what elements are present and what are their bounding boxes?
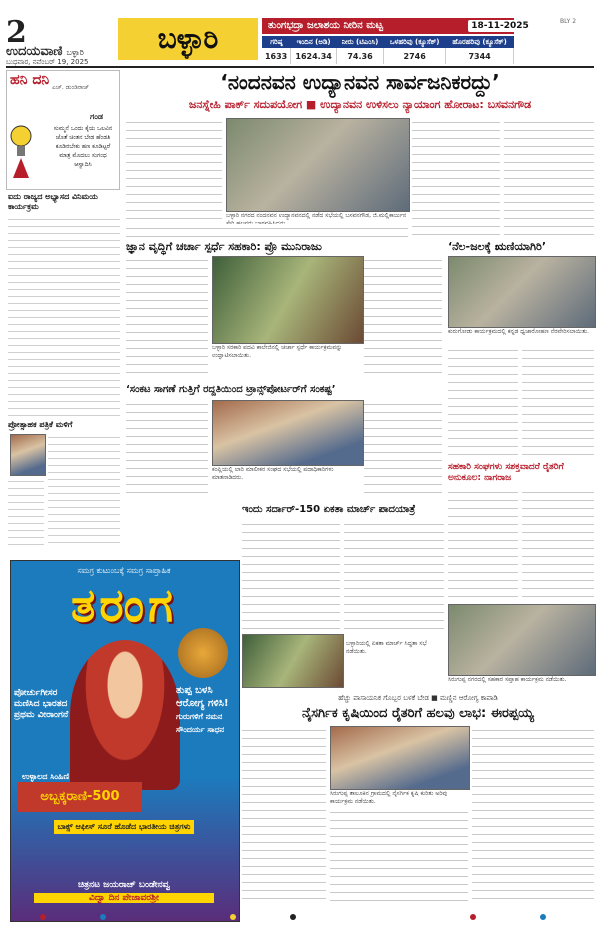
sardar-headline: ಇಂದು ಸರ್ದಾರ್-150 ಏಕತಾ ಮಾರ್ಚ್ ಪಾದಯಾತ್ರೆ bbox=[242, 504, 416, 515]
ad-strip: ಬಾಕ್ಸ್ ಆಫೀಸ್ ಸೂರೆ ಹೊಡೆದ ಭಾರತೀಯ ಚಿತ್ರಗಳು bbox=[54, 820, 194, 834]
transport-headline: ‘ಸಂಕಟ ಸಾಗಣೆ ಗುತ್ತಿಗೆ ರದ್ದತಿಯಿಂದ ಟ್ರಾನ್ಸ್‌ಪೋರ್ಟರ್‌ಗೆ ಸಂಕಷ್ಟ’ bbox=[126, 384, 336, 395]
ad-banner-label: ಉಳ್ಳಾಲದ ಸಿಂಹಿಣಿ bbox=[22, 772, 70, 781]
dam-col-header: ಗರಿಷ್ಠ bbox=[262, 36, 291, 48]
date-line: ಬುಧವಾರ, ನವೆಂಬರ್ 19, 2025 bbox=[6, 58, 89, 66]
masthead-rule bbox=[6, 66, 594, 68]
soil-headline: ‘ನೆಲ-ಜಲಕ್ಕೆ ಋಣಿಯಾಗಿರಿ’ bbox=[448, 240, 547, 253]
lead-body-col1 bbox=[126, 118, 222, 222]
hani-dani-byline: ಎಚ್. ಡುಂಡಿರಾಜ್ bbox=[52, 84, 90, 91]
bottom-kicker: ಹೆಚ್ಚು ಪಾಸಾಯನಿಕ ಗೊಬ್ಬರ ಬಳಕೆ ಬೇಡ ■ ಮಣ್ಣಿನ ಆರೋಗ್ಯ ಕಾಪಾಡಿ bbox=[338, 694, 498, 702]
bottom-body-col2 bbox=[330, 808, 468, 906]
hani-dani-text: ಸುಮ್ಮನೆ ಒಂದು ಕೈಯ ಒಲವಿನ ಜೊತೆ ಚಿಂತನ ಬೇಡ ಹೆಂಡತಿ ಕೂಡಿರಬೇಕು ಹಣ ಕೂಡಿಟ್ಟರೆ ಮಾತ್ರ ಮೊದಲು ಸುಗಂಧ ಆಸ್ವಾದಿಸಿ bbox=[53, 125, 113, 168]
sardar-caption: ಬಳ್ಳಾರಿಯಲ್ಲಿ ಏಕತಾ ಮಾರ್ಚ್ ಸಿದ್ಧತಾ ಸಭೆ ನಡೆಯಿತು. bbox=[346, 640, 427, 655]
dam-value: 74.36 bbox=[336, 48, 383, 64]
lead-body-col3 bbox=[412, 118, 500, 236]
soil-photo bbox=[448, 256, 596, 328]
lead-caption: ಬಳ್ಳಾರಿ ನಗರದ ನಂದನವನ ಉದ್ಯಾನವನದಲ್ಲಿ ನಡೆದ ಸಭೆಯಲ್ಲಿ ಬಸವನಗೌಡ, ಜಿ.ಮಲ್ಲಿಕಾರ್ಜುನ bbox=[226, 212, 407, 219]
dam-value: 7344 bbox=[446, 48, 514, 64]
dam-col-header: ನೀರು (ಟಿಎಂಸಿ) bbox=[336, 36, 383, 48]
student-body bbox=[48, 434, 120, 546]
transport-body-col3 bbox=[364, 400, 442, 500]
ad-ghee-pot-image bbox=[178, 628, 228, 678]
paper-name bbox=[6, 44, 84, 59]
transport-photo bbox=[212, 400, 364, 466]
transport-caption: ಕಂಪ್ಲಿಯಲ್ಲಿ ಲಾರಿ ಮಾಲೀಕರ ಸಂಘದ ಸಭೆಯಲ್ಲಿ ಪದಾಧಿಕಾರಿಗಳು ಮಾತನಾಡಿದರು. bbox=[212, 466, 334, 481]
ad-footer-1: ಚಿತ್ರನಟ ಜಯರಾಜ್ ಬಂಡೇನವ್ವ bbox=[77, 880, 171, 890]
dam-info-date: 18-11-2025 bbox=[468, 20, 532, 32]
transport-body-col1 bbox=[126, 400, 208, 500]
soil-body-col2 bbox=[522, 346, 594, 458]
lead-subhead: ಜನಸ್ನೇಹಿ ಪಾರ್ಕ್ ಸದುಪಯೋಗ ■ ಉದ್ಯಾನವನ ಉಳಿಸಲು ನ್ಯಾಯಾಂಗ ಹೋರಾಟ: ಬಸವನಗೌಡ bbox=[188, 98, 532, 111]
knowledge-body-col1 bbox=[126, 256, 208, 378]
edition-label: ಬಳ್ಳಾರಿ bbox=[66, 48, 84, 57]
reg-dot bbox=[40, 914, 46, 920]
dam-value: 2746 bbox=[384, 48, 446, 64]
knowledge-body-col3 bbox=[364, 256, 442, 378]
bottom-headline: ನೈಸರ್ಗಿಕ ಕೃಷಿಯಿಂದ ರೈತರಿಗೆ ಹಲವು ಲಾಭ: ಈರಪ್ಪಯ್ಯ bbox=[302, 706, 534, 721]
sardar-body-col2 bbox=[344, 520, 444, 630]
reg-dot bbox=[470, 914, 476, 920]
page-number: 2 bbox=[6, 15, 27, 50]
reg-dot bbox=[100, 914, 106, 920]
ad-footer bbox=[34, 880, 214, 910]
student-headline: ಪ್ರೋತ್ಸಾಹಕ ಪತ್ರಿಕೆ ಮಳಿಗೆ bbox=[8, 420, 73, 429]
dam-value: 1633 bbox=[262, 48, 291, 64]
dam-info-table bbox=[262, 36, 514, 64]
bottom-body-col1 bbox=[242, 726, 326, 906]
dam-info-title: ತುಂಗಭದ್ರಾ ಜಲಾಶಯ ನೀರಿನ ಮಟ್ಟ bbox=[262, 18, 514, 34]
lead-headline: ‘ನಂದನವನ ಉದ್ಯಾನವನ ಸಾರ್ವಜನಿಕರದ್ದು’ bbox=[220, 70, 500, 94]
dam-col-header: ಇಂದಿನ (ಅಡಿ) bbox=[291, 36, 337, 48]
left-brief-headline: ಐದು ರಾಜ್ಯದ ಅಭ್ಯಾಸದ ವಿನಿಮಯ ಕಾರ್ಯಕ್ರಮ bbox=[8, 192, 98, 211]
bottom-body-col3 bbox=[472, 726, 594, 906]
coop-caption: ಸಿರುಗುಪ್ಪ ನಗರದಲ್ಲಿ ಸಹಕಾರ ಸಪ್ತಾಹ ಕಾರ್ಯಕ್ರಮ ನಡೆಯಿತು. bbox=[448, 676, 567, 683]
bottom-caption: ಸಿರುಗುಪ್ಪ ತಾಲೂಕಿನ ಗ್ರಾಮದಲ್ಲಿ ನೈಸರ್ಗಿಕ ಕೃಷಿ ಕುರಿತು ಅರಿವು ಕಾರ್ಯಕ್ರಮ ನಡೆಯಿತು. bbox=[330, 790, 448, 805]
reg-dot bbox=[540, 914, 546, 920]
paper-name-text: ಉದಯವಾಣಿ bbox=[6, 44, 63, 59]
dam-col-header: ಒಳಹರಿವು (ಕ್ಯೂಸೆಕ್) bbox=[384, 36, 446, 48]
ad-left-copy: ಪೋರ್ಚುಗೀಸರ ಮಣಿಸಿದ ಭಾರತದ ಪ್ರಥಮ ವೀರಾಂಗನೆ bbox=[14, 688, 69, 720]
ad-right-copy-1: ತುಪ್ಪ ಬಳಸಿ ಆರೋಗ್ಯ ಗಳಿಸಿ! bbox=[176, 685, 229, 709]
coop-body-col2 bbox=[522, 488, 594, 598]
coop-photo bbox=[448, 604, 596, 676]
left-brief-body bbox=[8, 216, 120, 416]
sardar-body-col1 bbox=[242, 520, 340, 630]
lead-body-col4 bbox=[504, 118, 594, 236]
ad-right-copy-2: ಗುರುಗಳಿಗೆ ನಮನ ಸೌಂದರ್ಯ ಸಾಧನ bbox=[176, 712, 225, 734]
reg-dot bbox=[290, 914, 296, 920]
soil-caption: ಕುರುಗೋಡು ಕಾರ್ಯಕ್ರಮದಲ್ಲಿ ಕನ್ನಡ ಧ್ವಜಾರೋಹಣ ನೆರವೇರಿಸಲಾಯಿತು. bbox=[448, 328, 590, 335]
ad-banner: ಅಬ್ಬಕ್ಕರಾಣಿ-500 bbox=[18, 782, 142, 812]
ad-footer-2: ವಿದ್ವಾ ದಿನ ಪೇಜಾವರಶ್ರೀ bbox=[34, 893, 214, 903]
soil-body-col1 bbox=[448, 346, 518, 458]
lead-photo bbox=[226, 118, 410, 212]
city-tab: ಬಳ್ಳಾರಿ bbox=[118, 18, 258, 60]
ad-figure-image bbox=[70, 640, 180, 790]
knowledge-photo bbox=[212, 256, 364, 344]
student-body-2 bbox=[8, 478, 44, 546]
ad-brand: ತರಂಗ bbox=[71, 578, 177, 632]
knowledge-caption: ಬಳ್ಳಾರಿ ಸರಕಾರಿ ಪದವಿ ಕಾಲೇಜಿನಲ್ಲಿ ಚರ್ಚಾ ಸ್ಪರ್ಧೆ ಕಾರ್ಯಕ್ರಮವನ್ನು ಉದ್ಘಾಟಿಸಲಾಯಿತು. bbox=[212, 344, 343, 359]
print-registration-marks bbox=[0, 914, 600, 924]
coop-body-col1 bbox=[448, 488, 518, 598]
hani-dani-title: ಹನಿ ದನಿ bbox=[10, 72, 50, 88]
hani-dani-tag: ಗಂಡ bbox=[90, 112, 103, 121]
lead-body-bottom bbox=[126, 224, 408, 238]
edition-code: BLY 2 bbox=[560, 18, 577, 25]
bulb-icon bbox=[8, 118, 34, 178]
dam-value: 1624.34 bbox=[291, 48, 337, 64]
dam-col-header: ಹೊರಹರಿವು (ಕ್ಯೂಸೆಕ್) bbox=[446, 36, 514, 48]
reg-dot bbox=[230, 914, 236, 920]
ad-right-copy bbox=[176, 684, 234, 736]
sardar-photo bbox=[242, 634, 344, 688]
ad-tagline: ಸಮಗ್ರ ಕುಟುಂಬಕ್ಕೆ ಸಮಗ್ರ ಸಾಪ್ತಾಹಿಕ bbox=[77, 566, 171, 575]
bottom-photo bbox=[330, 726, 470, 790]
student-photo bbox=[10, 434, 46, 476]
knowledge-headline: ಜ್ಞಾನ ವೃದ್ಧಿಗೆ ಚರ್ಚಾ ಸ್ಪರ್ಧೆ ಸಹಕಾರಿ: ಪ್ರೊ ಮುನಿರಾಜು bbox=[126, 240, 322, 253]
coop-headline: ಸಹಕಾರಿ ಸಂಘಗಳು ಸಶಕ್ತವಾದರೆ ರೈತರಿಗೆ ಅನುಕೂಲ: ನಾಗರಾಜ bbox=[448, 462, 564, 483]
